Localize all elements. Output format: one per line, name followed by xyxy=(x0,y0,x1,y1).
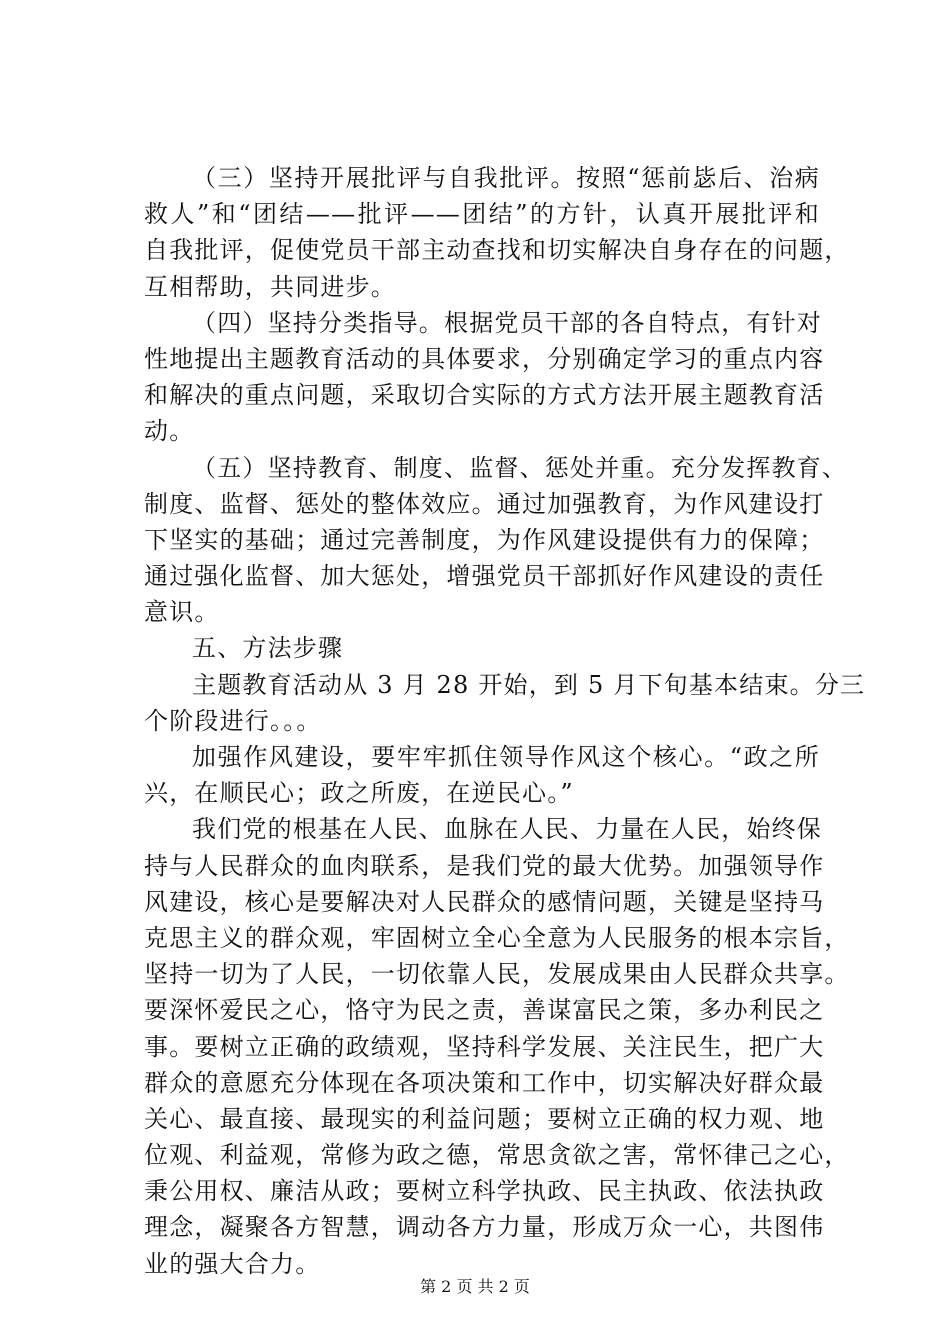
text-line: 主题教育活动从 3 月 28 开始，到 5 月下旬基本结束。分三 xyxy=(192,670,866,699)
text-line: 制度、监督、惩处的整体效应。通过加强教育，为作风建设打 xyxy=(144,489,825,518)
text-line: 意识。 xyxy=(144,598,220,627)
text-line: 关心、最直接、最现实的利益问题；要树立正确的权力观、地 xyxy=(144,1104,825,1133)
text-line: 事。要树立正确的政绩观，坚持科学发展、关注民生，把广大 xyxy=(144,1032,825,1061)
document-body xyxy=(144,160,866,1282)
text-line: 兴，在顺民心；政之所废，在逆民心。” xyxy=(144,779,574,808)
text-line: 我们党的根基在人民、血脉在人民、力量在人民，始终保 xyxy=(192,815,822,844)
text-line: 克思主义的群众观，牢固树立全心全意为人民服务的根本宗旨， xyxy=(144,923,850,952)
text-line: 通过强化监督、加大惩处，增强党员干部抓好作风建设的责任 xyxy=(144,562,825,591)
text-line: 业的强大合力。 xyxy=(144,1249,321,1278)
text-line: 自我批评，促使党员干部主动查找和切实解决自身存在的问题， xyxy=(144,236,850,265)
text-line: （三）坚持开展批评与自我批评。按照“惩前毖后、治病 xyxy=(192,164,820,192)
text-line: （四）坚持分类指导。根据党员干部的各自特点，有针对 xyxy=(192,308,822,337)
text-line: 坚持一切为了人民，一切依靠人民，发展成果由人民群众共享。 xyxy=(144,960,850,989)
text-line: 要深怀爱民之心，恪守为民之责，善谋富民之策，多办利民之 xyxy=(144,996,825,1025)
text-line: 秉公用权、廉洁从政；要树立科学执政、民主执政、依法执政 xyxy=(144,1177,825,1206)
text-line: 性地提出主题教育活动的具体要求，分别确定学习的重点内容 xyxy=(144,344,825,373)
text-line: 和解决的重点问题，采取切合实际的方式方法开展主题教育活 xyxy=(144,381,825,410)
text-line: 群众的意愿充分体现在各项决策和工作中，切实解决好群众最 xyxy=(144,1068,825,1097)
text-line: 持与人民群众的血肉联系，是我们党的最大优势。加强领导作 xyxy=(144,851,825,880)
page-footer: 第 2 页 共 2 页 xyxy=(420,1277,530,1296)
text-line: 加强作风建设，要牢牢抓住领导作风这个核心。“政之所 xyxy=(192,743,820,771)
text-line: 风建设，核心是要解决对人民群众的感情问题，关键是坚持马 xyxy=(144,887,825,916)
text-line: 理念，凝聚各方智慧，调动各方力量，形成万众一心，共图伟 xyxy=(144,1213,825,1242)
text-line: 动。 xyxy=(144,417,195,446)
text-line: 互相帮助，共同进步。 xyxy=(144,272,396,301)
text-line: 位观、利益观，常修为政之德，常思贪欲之害，常怀律己之心， xyxy=(144,1141,850,1170)
text-line: 下坚实的基础；通过完善制度，为作风建设提供有力的保障； xyxy=(144,525,825,554)
text-line: （五）坚持教育、制度、监督、惩处并重。充分发挥教育、 xyxy=(192,453,848,482)
text-line: 五、方法步骤 xyxy=(192,634,344,663)
text-line: 个阶段进行。。。 xyxy=(144,706,322,735)
text-line: 救人”和“团结——批评——团结”的方针，认真开展批评和 xyxy=(144,200,820,229)
